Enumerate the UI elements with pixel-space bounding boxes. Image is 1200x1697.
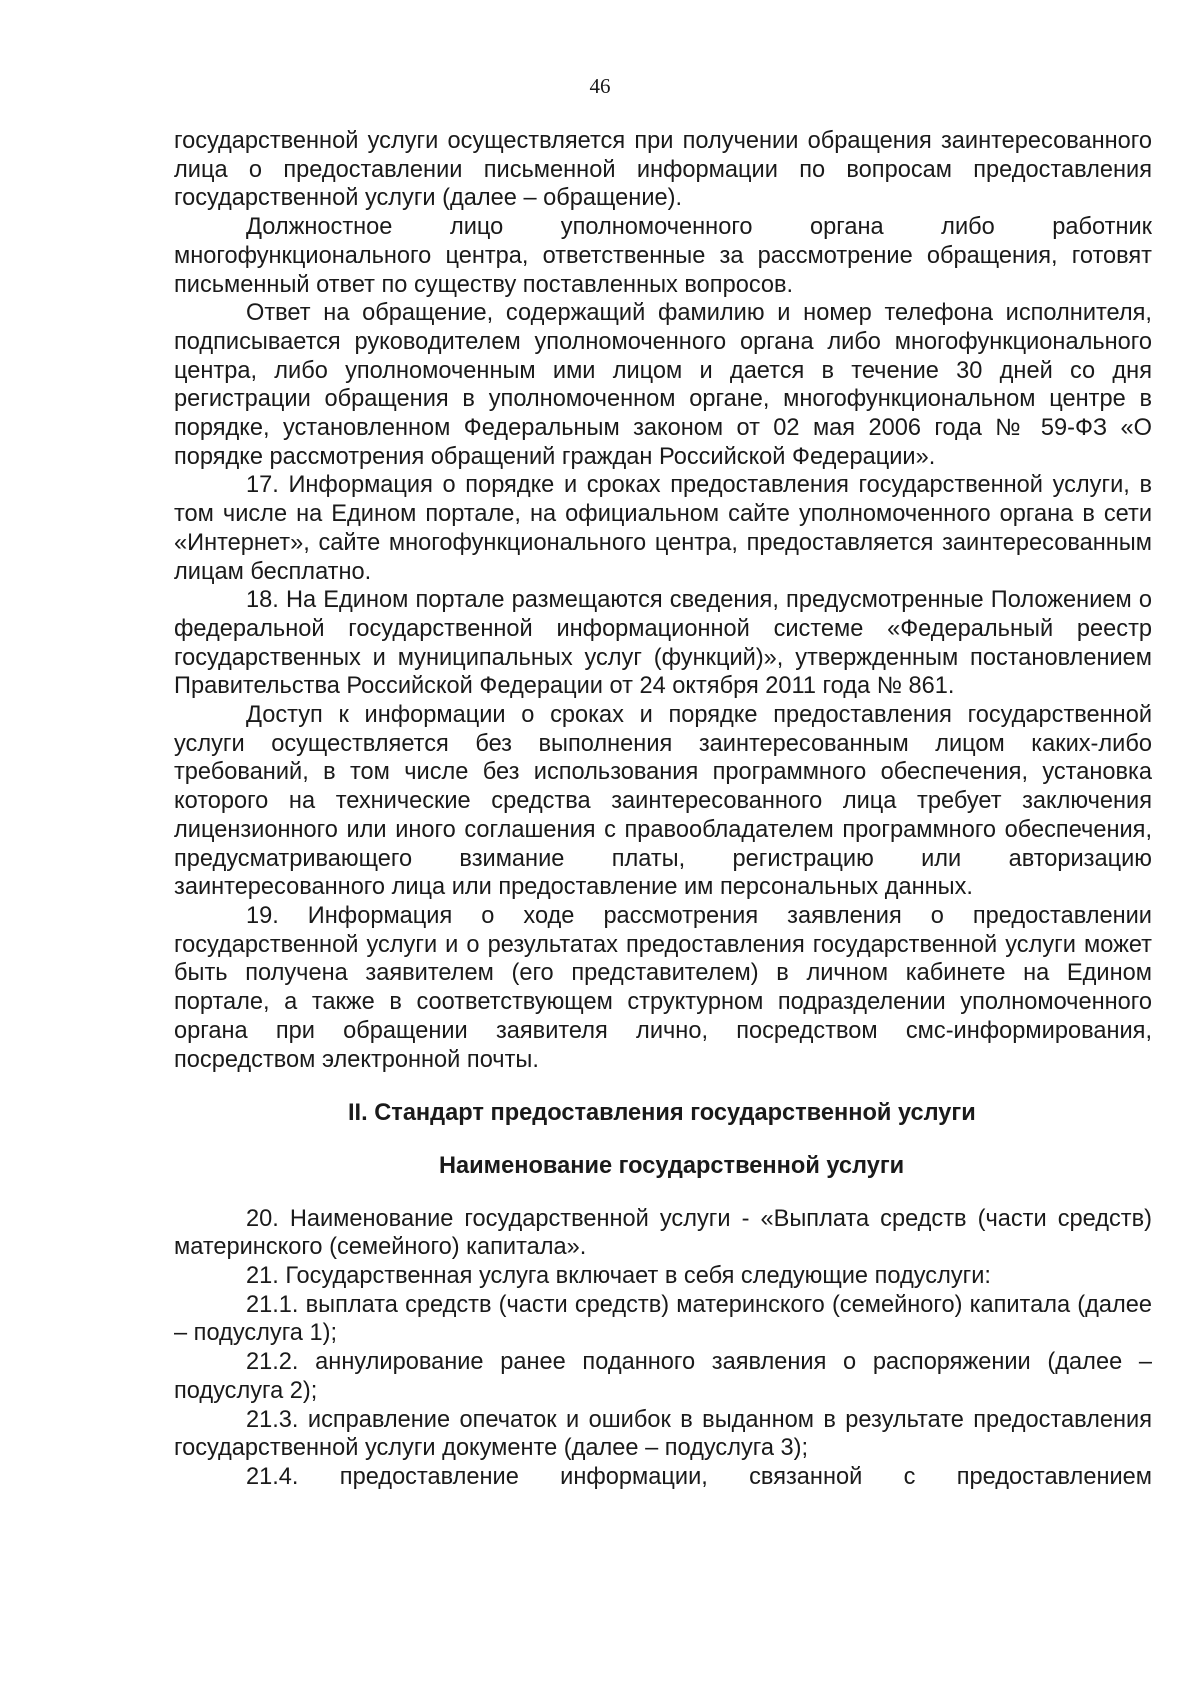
subsection-title: Наименование государственной услуги [439,1152,905,1179]
paragraph-continuation: государственной услуги осуществляется при получении обращения заинтересованного лица о предоставлении письменной информации по вопросам предоставления государственной услуги (далее – обращение). [174,128,1152,212]
paragraph-official-response: Должностное лицо уполномоченного органа либо работник многофункционального центра, ответственные за рассмотрение обращения, готовят письменный ответ по существу поставленных вопросов. [174,214,1152,298]
paragraph-item-18: 18. На Едином портале размещаются сведения, предусмотренные Положением о федеральной государственной информационной системе «Федеральный реестр государственных и муниципальных услуг (функций)», утвержденным постановлением Правительства Российской Федерации от 24 октября 2011 года № 861. [174,587,1152,700]
document-body [174,127,1152,1492]
page-number: 46 [589,74,611,98]
paragraph-item-19: 19. Информация о ходе рассмотрения заявления о предоставлении государственной услуги и о результатах предоставления государственной услуги может быть получена заявителем (его представителем) в личном кабинете на Едином портале, а также в соответствующем структурном подразделении уполномоченного органа при обращении заявителя лично, посредством смс-информирования, посредством электронной почты. [174,902,1152,1073]
paragraph-item-21-3: 21.3. исправление опечаток и ошибок в выданном в результате предоставления государственной услуги документе (далее – подуслуга 3); [174,1406,1152,1462]
paragraph-item-20: 20. Наименование государственной услуги - «Выплата средств (части средств) материнского (семейного) капитала». [174,1205,1152,1261]
paragraph-item-21-2: 21.2. аннулирование ранее поданного заявления о распоряжении (далее – подуслуга 2); [174,1349,1152,1404]
paragraph-item-21-4: 21.4. предоставление информации, связанной с предоставлением [246,1463,1152,1490]
section-title: II. Стандарт предоставления государственной услуги [348,1100,976,1127]
paragraph-response-signature: Ответ на обращение, содержащий фамилию и номер телефона исполнителя, подписывается руководителем уполномоченного органа либо многофункционального центра, либо уполномоченным ими лицом и дается в течение 30 дней со дня регистрации обращения в уполномоченном органе, многофункциональном центре в порядке, установленном Федеральным законом от 02 мая 2006 года № 59-ФЗ «О порядке рассмотрения обращений граждан Российской Федерации». [174,300,1152,470]
paragraph-access-info: Доступ к информации о сроках и порядке предоставления государственной услуги осуществляется без выполнения заинтересованным лицом каких-либо требований, в том числе без использования программного обеспечения, установка которого на технические средства заинтересованного лица требует заключения лицензионного или иного соглашения с правообладателем программного обеспечения, предусматривающего взимание платы, регистрацию или авторизацию заинтересованного лица или предоставление им персональных данных. [174,702,1152,901]
paragraph-item-17: 17. Информация о порядке и сроках предоставления государственной услуги, в том числе на Едином портале, на официальном сайте уполномоченного органа в сети «Интернет», сайте многофункционального центра, предоставляется заинтересованным лицам бесплатно. [174,472,1152,585]
paragraph-item-21-1: 21.1. выплата средств (части средств) материнского (семейного) капитала (далее – подуслуга 1); [174,1291,1152,1347]
paragraph-item-21: 21. Государственная услуга включает в себя следующие подуслуги: [246,1263,991,1290]
